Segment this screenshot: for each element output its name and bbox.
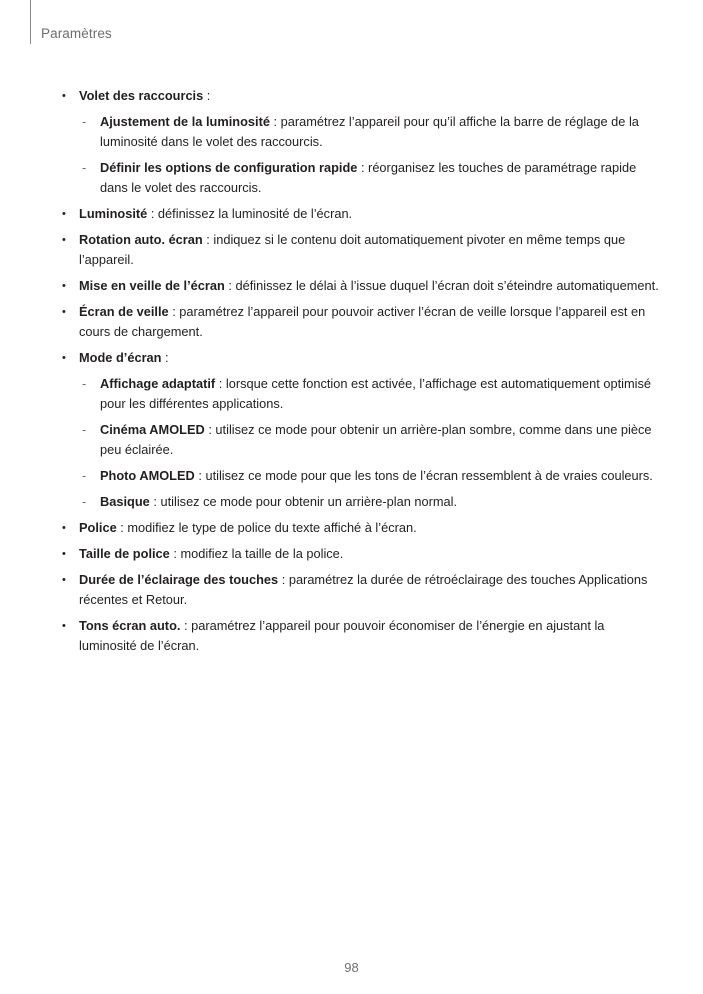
entry-term: Durée de l’éclairage des touches [79,572,279,587]
entry-text: : modifiez la taille de la police. [169,546,344,561]
list-subitem [62,492,662,512]
bullet-marker: • [62,574,66,586]
list-item [62,616,662,656]
list-item [62,204,662,224]
entry-term: Rotation auto. écran [79,232,203,247]
list-subitem [62,158,662,198]
dash-marker: - [82,376,87,391]
page-number: 98 [344,960,359,975]
bullet-marker: • [62,280,66,292]
entry-term: Mise en veille de l’écran [79,278,225,293]
bullet-marker: • [62,234,66,246]
dash-marker: - [82,114,87,129]
entry-term: Volet des raccourcis [79,88,204,103]
entry-term: Ajustement de la luminosité [100,114,270,129]
list-item [62,86,662,106]
entry-text: : indiquez si le contenu doit automatiquement pivoter en même temps que l’appareil. [79,232,626,267]
list-subitem [62,466,662,486]
dash-marker: - [82,468,87,483]
dash-marker: - [82,422,87,437]
entry-term: Police [79,520,117,535]
entry-term: Taille de police [79,546,170,561]
list-item [62,348,662,368]
bullet-marker: • [62,522,66,534]
entry-term: Affichage adaptatif [100,376,216,391]
list-item [62,518,662,538]
list-item [62,276,662,296]
bullet-marker: • [62,208,66,220]
list-item [62,544,662,564]
entry-term: Définir les options de configuration rapide [100,160,358,175]
bullet-marker: • [62,548,66,560]
bullet-marker: • [62,90,66,102]
entry-text: : paramétrez l’appareil pour pouvoir économiser de l’énergie en ajustant la luminosité de l’écran. [79,618,605,653]
bullet-marker: • [62,352,66,364]
list-subitem [62,112,662,152]
entry-text: : [203,88,211,103]
header-divider [30,0,31,44]
dash-marker: - [82,160,87,175]
bullet-marker: • [62,306,66,318]
entry-text: : réorganisez les touches de paramétrage rapide dans le volet des raccourcis. [100,160,637,195]
list-item [62,230,662,270]
entry-text: : définissez la luminosité de l’écran. [147,206,353,221]
entry-term: Écran de veille [79,304,169,319]
entry-term: Tons écran auto. [79,618,181,633]
list-subitem [62,420,662,460]
entry-text: : lorsque cette fonction est activée, l’affichage est automatiquement optimisé pour les différentes applications. [100,376,652,411]
entry-text: : utilisez ce mode pour que les tons de l’écran ressemblent à de vraies couleurs. [194,468,653,483]
dash-marker: - [82,494,87,509]
list-item [62,302,662,342]
entry-term: Mode d’écran [79,350,162,365]
settings-description-list [62,86,662,662]
entry-text: : paramétrez la durée de rétroéclairage des touches Applications récentes et Retour. [79,572,648,607]
entry-text: : définissez le délai à l’issue duquel l’écran doit s’éteindre automatiquement. [224,278,659,293]
entry-term: Luminosité [79,206,148,221]
entry-term: Cinéma AMOLED [100,422,205,437]
bullet-marker: • [62,620,66,632]
entry-text: : utilisez ce mode pour obtenir un arrière-plan normal. [149,494,458,509]
list-item [62,570,662,610]
entry-text: : paramétrez l’appareil pour qu’il affiche la barre de réglage de la luminosité dans le volet des raccourcis. [100,114,639,149]
list-subitem [62,374,662,414]
entry-term: Basique [100,494,150,509]
entry-text: : paramétrez l’appareil pour pouvoir activer l’écran de veille lorsque l’appareil est en cours de chargement. [79,304,646,339]
entry-text: : utilisez ce mode pour obtenir un arrière-plan sombre, comme dans une pièce peu éclairée. [100,422,652,457]
entry-text: : [161,350,169,365]
entry-term: Photo AMOLED [100,468,195,483]
section-title: Paramètres [41,26,112,41]
entry-text: : modifiez le type de police du texte affiché à l’écran. [116,520,417,535]
